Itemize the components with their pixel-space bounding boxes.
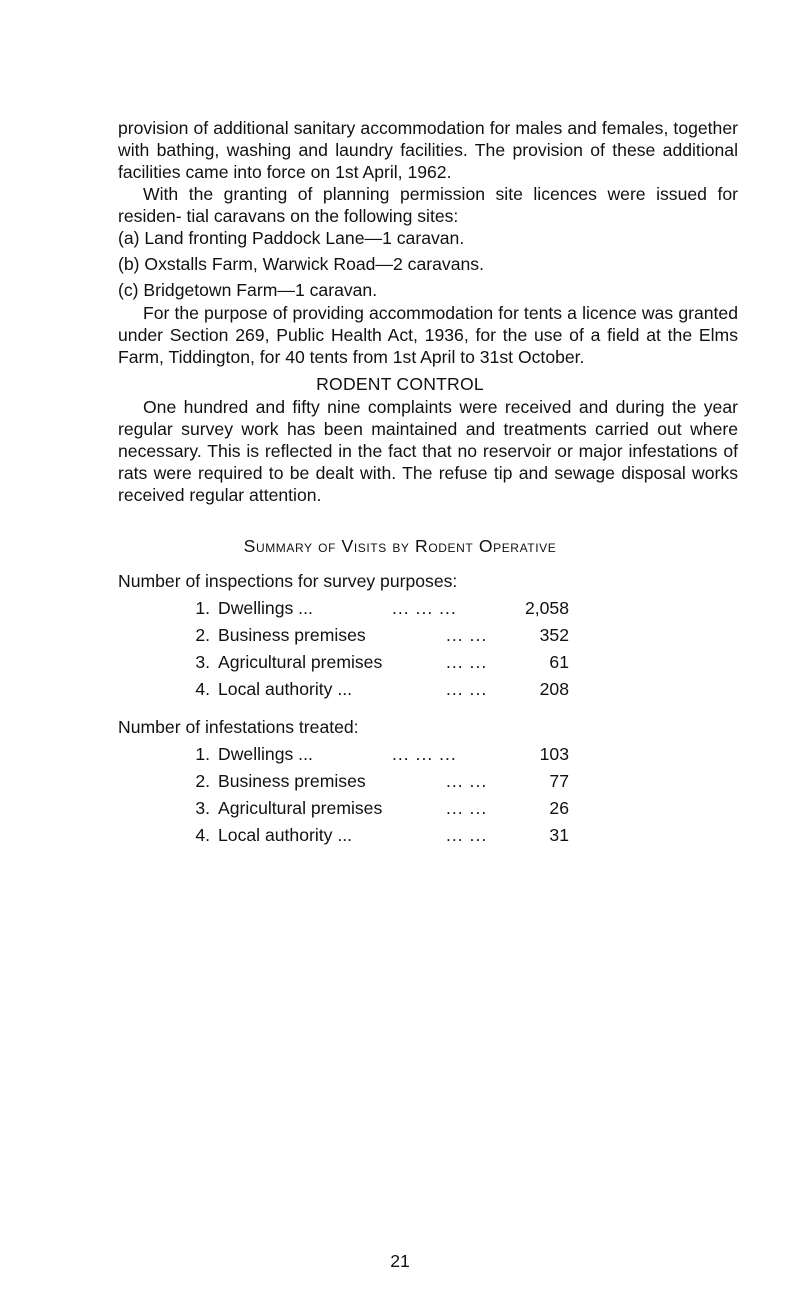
table-row — [0, 824, 800, 846]
row-value: 26 — [549, 798, 569, 818]
row-value: 103 — [539, 744, 569, 764]
list-item-paddock-lane: (a) Land fronting Paddock Lane—1 caravan. — [118, 228, 465, 248]
row-label: Dwellings ... — [218, 598, 313, 618]
row-leader-dots: ... ... — [446, 625, 488, 645]
row-number: 2. — [195, 771, 210, 791]
row-leader-dots: ... ... — [446, 825, 488, 845]
row-label: Dwellings ... — [218, 744, 313, 764]
summary-heading: Summary of Visits by Rodent Operative — [243, 536, 557, 556]
row-leader-dots: ... ... — [446, 652, 488, 672]
row-leader-dots: ... ... — [446, 679, 488, 699]
paragraph-tents-licence: For the purpose of providing accommodation for tents a licence was granted under Section 269, Public Health Act, 1936, for the use of a field at the Elms Farm, Tiddington, for 40 tents from 1st April to 31st October. — [118, 303, 738, 367]
row-value: 77 — [549, 771, 569, 791]
table-row — [0, 624, 800, 646]
row-leader-dots: ... ... ... — [392, 744, 457, 764]
row-number: 4. — [195, 825, 210, 845]
row-value: 61 — [549, 652, 569, 672]
table-row — [0, 678, 800, 700]
row-value: 31 — [549, 825, 569, 845]
row-label: Business premises — [218, 625, 366, 645]
list-item-oxstalls-farm: (b) Oxstalls Farm, Warwick Road—2 caravans. — [118, 254, 484, 274]
rodent-control-heading: RODENT CONTROL — [316, 374, 484, 394]
row-label: Local authority ... — [218, 825, 352, 845]
paragraph-sanitary-provision: provision of additional sanitary accommodation for males and females, together with bathing, washing and laundry facilities. The provision of these additional facilities came into force on 1st April, 1962. — [118, 118, 738, 182]
table-row — [0, 597, 800, 619]
row-number: 3. — [195, 798, 210, 818]
row-leader-dots: ... ... ... — [392, 598, 457, 618]
table-row — [0, 651, 800, 673]
row-number: 2. — [195, 625, 210, 645]
row-number: 1. — [195, 744, 210, 764]
row-label: Business premises — [218, 771, 366, 791]
row-number: 3. — [195, 652, 210, 672]
row-label: Agricultural premises — [218, 652, 383, 672]
infestations-title: Number of infestations treated: — [118, 717, 359, 737]
page-number: 21 — [390, 1251, 410, 1271]
row-value: 352 — [539, 625, 569, 645]
row-number: 4. — [195, 679, 210, 699]
row-leader-dots: ... ... — [446, 771, 488, 791]
inspections-title: Number of inspections for survey purposes: — [118, 571, 458, 591]
paragraph-caravan-licences: With the granting of planning permission site licences were issued for residen- tial caravans on the following sites: — [118, 184, 738, 226]
row-label: Agricultural premises — [218, 798, 383, 818]
row-leader-dots: ... ... — [446, 798, 488, 818]
paragraph-rodent-complaints: One hundred and fifty nine complaints were received and during the year regular survey work has been maintained and treatments carried out where necessary. This is reflected in the fact that no reservoir or major infestations of rats were required to be dealt with. The refuse tip and sewage disposal works received regular attention. — [118, 397, 738, 505]
row-label: Local authority ... — [218, 679, 352, 699]
table-row — [0, 770, 800, 792]
row-value: 208 — [539, 679, 569, 699]
table-row — [0, 797, 800, 819]
table-row — [0, 743, 800, 765]
list-item-bridgetown-farm: (c) Bridgetown Farm—1 caravan. — [118, 280, 378, 300]
row-number: 1. — [195, 598, 210, 618]
row-value: 2,058 — [524, 598, 569, 618]
